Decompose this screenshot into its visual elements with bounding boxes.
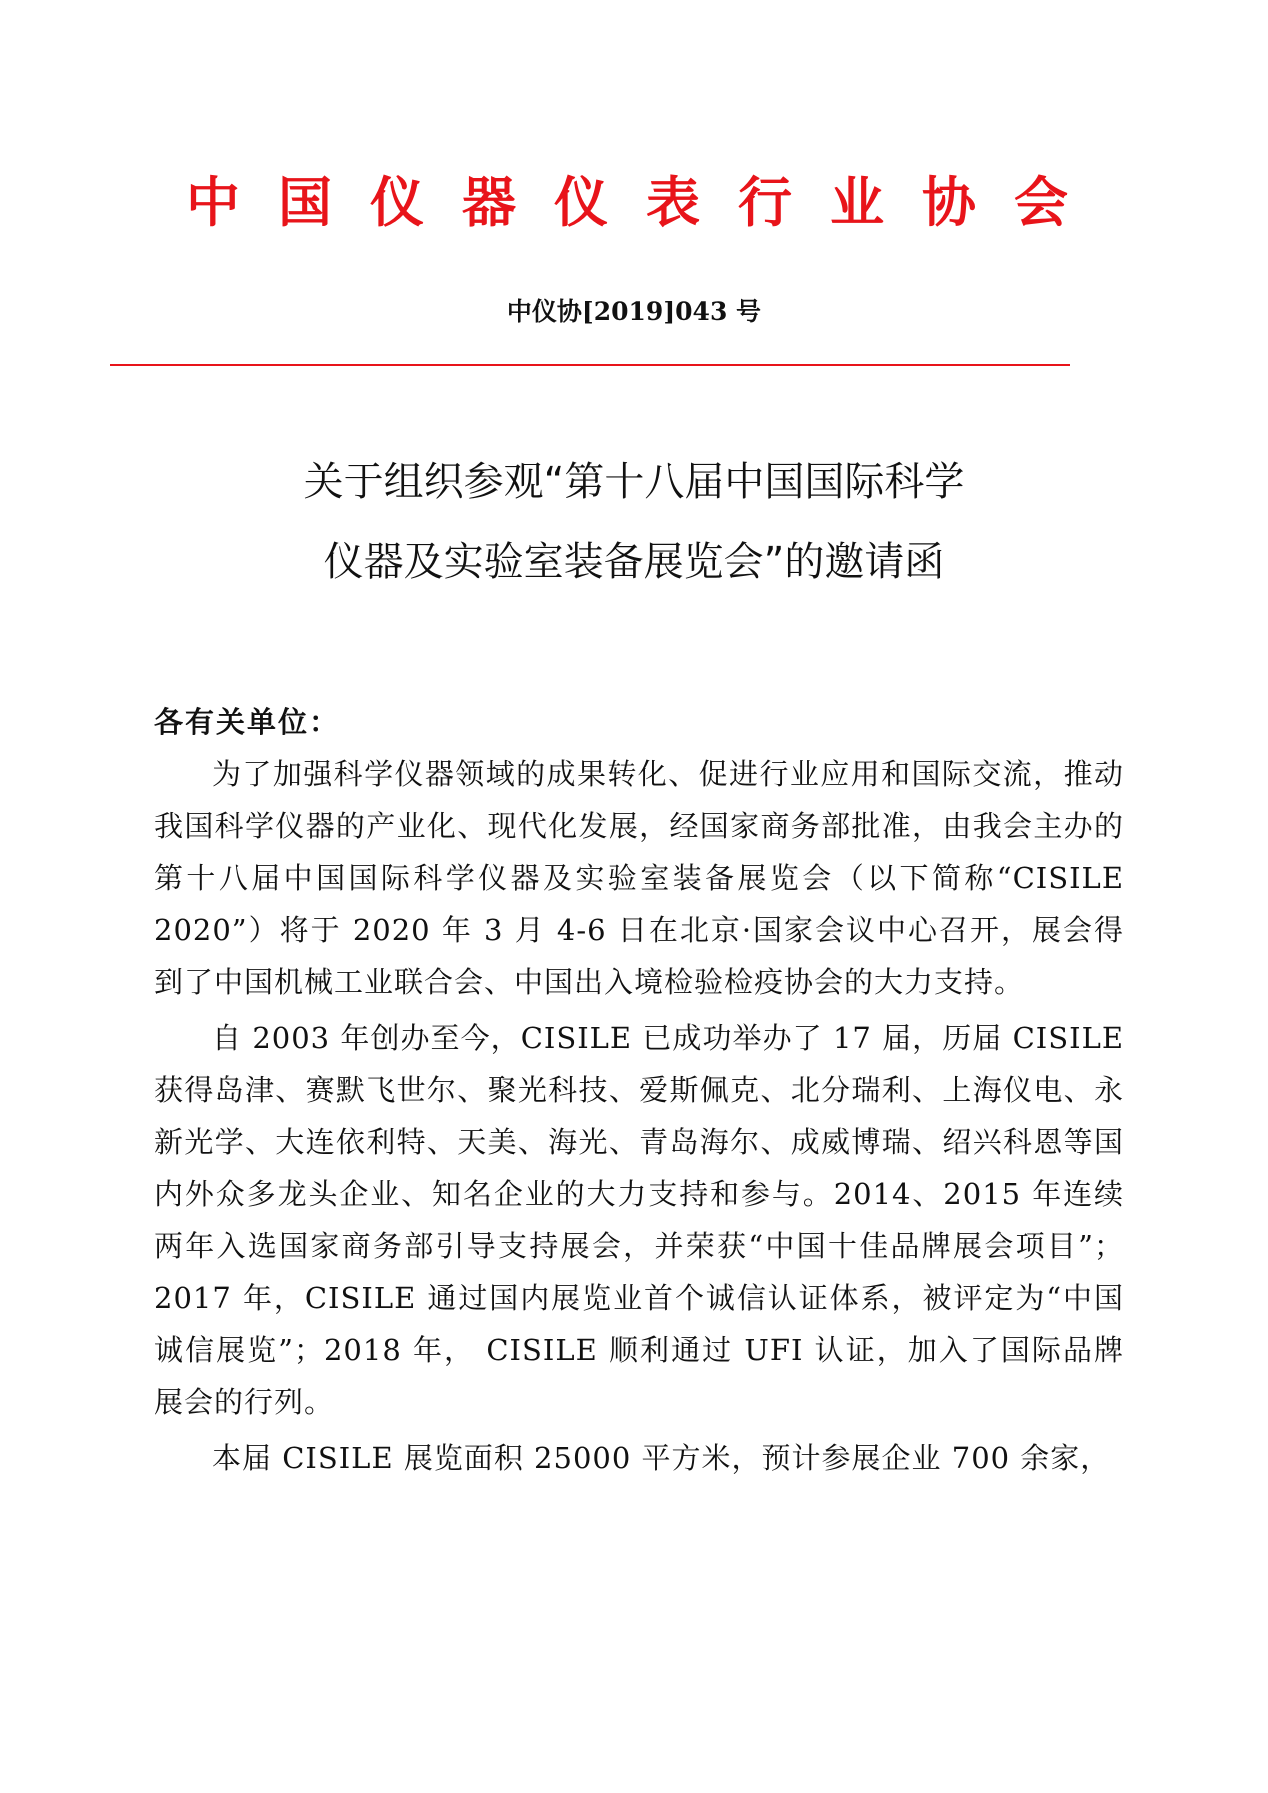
red-divider [110, 364, 1070, 366]
organization-name: 中国仪器仪表行业协会 [186, 171, 1106, 234]
title-line-1: 关于组织参观“第十八届中国国际科学 [303, 459, 965, 505]
title-line-2: 仪器及实验室装备展览会”的邀请函 [323, 539, 945, 585]
document-title [0, 442, 1268, 602]
paragraph-3: 本届 CISILE 展览面积 25000 平方米，预计参展企业 700 余家， [212, 1441, 1111, 1475]
paragraph-1: 为了加强科学仪器领域的成果转化、促进行业应用和国际交流，推动我国科学仪器的产业化、现代化发展，经国家商务部批准，由我会主办的第十八届中国国际科学仪器及实验室装备展览会（以下简称“CISILE 2020”）将于 2020 年 3 月 4-6 日在北京·国家会议中心召开，展会得到了中国机械工业联合会、中国出入境检验检疫协会的大力支持。 [154, 757, 1124, 999]
letter-body [154, 696, 1124, 1488]
paragraph-2: 自 2003 年创办至今，CISILE 已成功举办了 17 届，历届 CISILE 获得岛津、赛默飞世尔、聚光科技、爱斯佩克、北分瑞利、上海仪电、永新光学、大连依利特、天美、海光、青岛海尔、成威博瑞、绍兴科恩等国内外众多龙头企业、知名企业的大力支持和参与。2014、2015 年连续两年入选国家商务部引导支持展会，并荣获“中国十佳品牌展会项目”；2017 年，CISILE 通过国内展览业首个诚信认证体系，被评定为“中国诚信展览”；2018 年， CISILE 顺利通过 UFI 认证，加入了国际品牌展会的行列。 [154, 1021, 1124, 1419]
document-number: 中仪协[2019]043 号 [506, 297, 762, 326]
salutation: 各有关单位： [154, 705, 341, 739]
